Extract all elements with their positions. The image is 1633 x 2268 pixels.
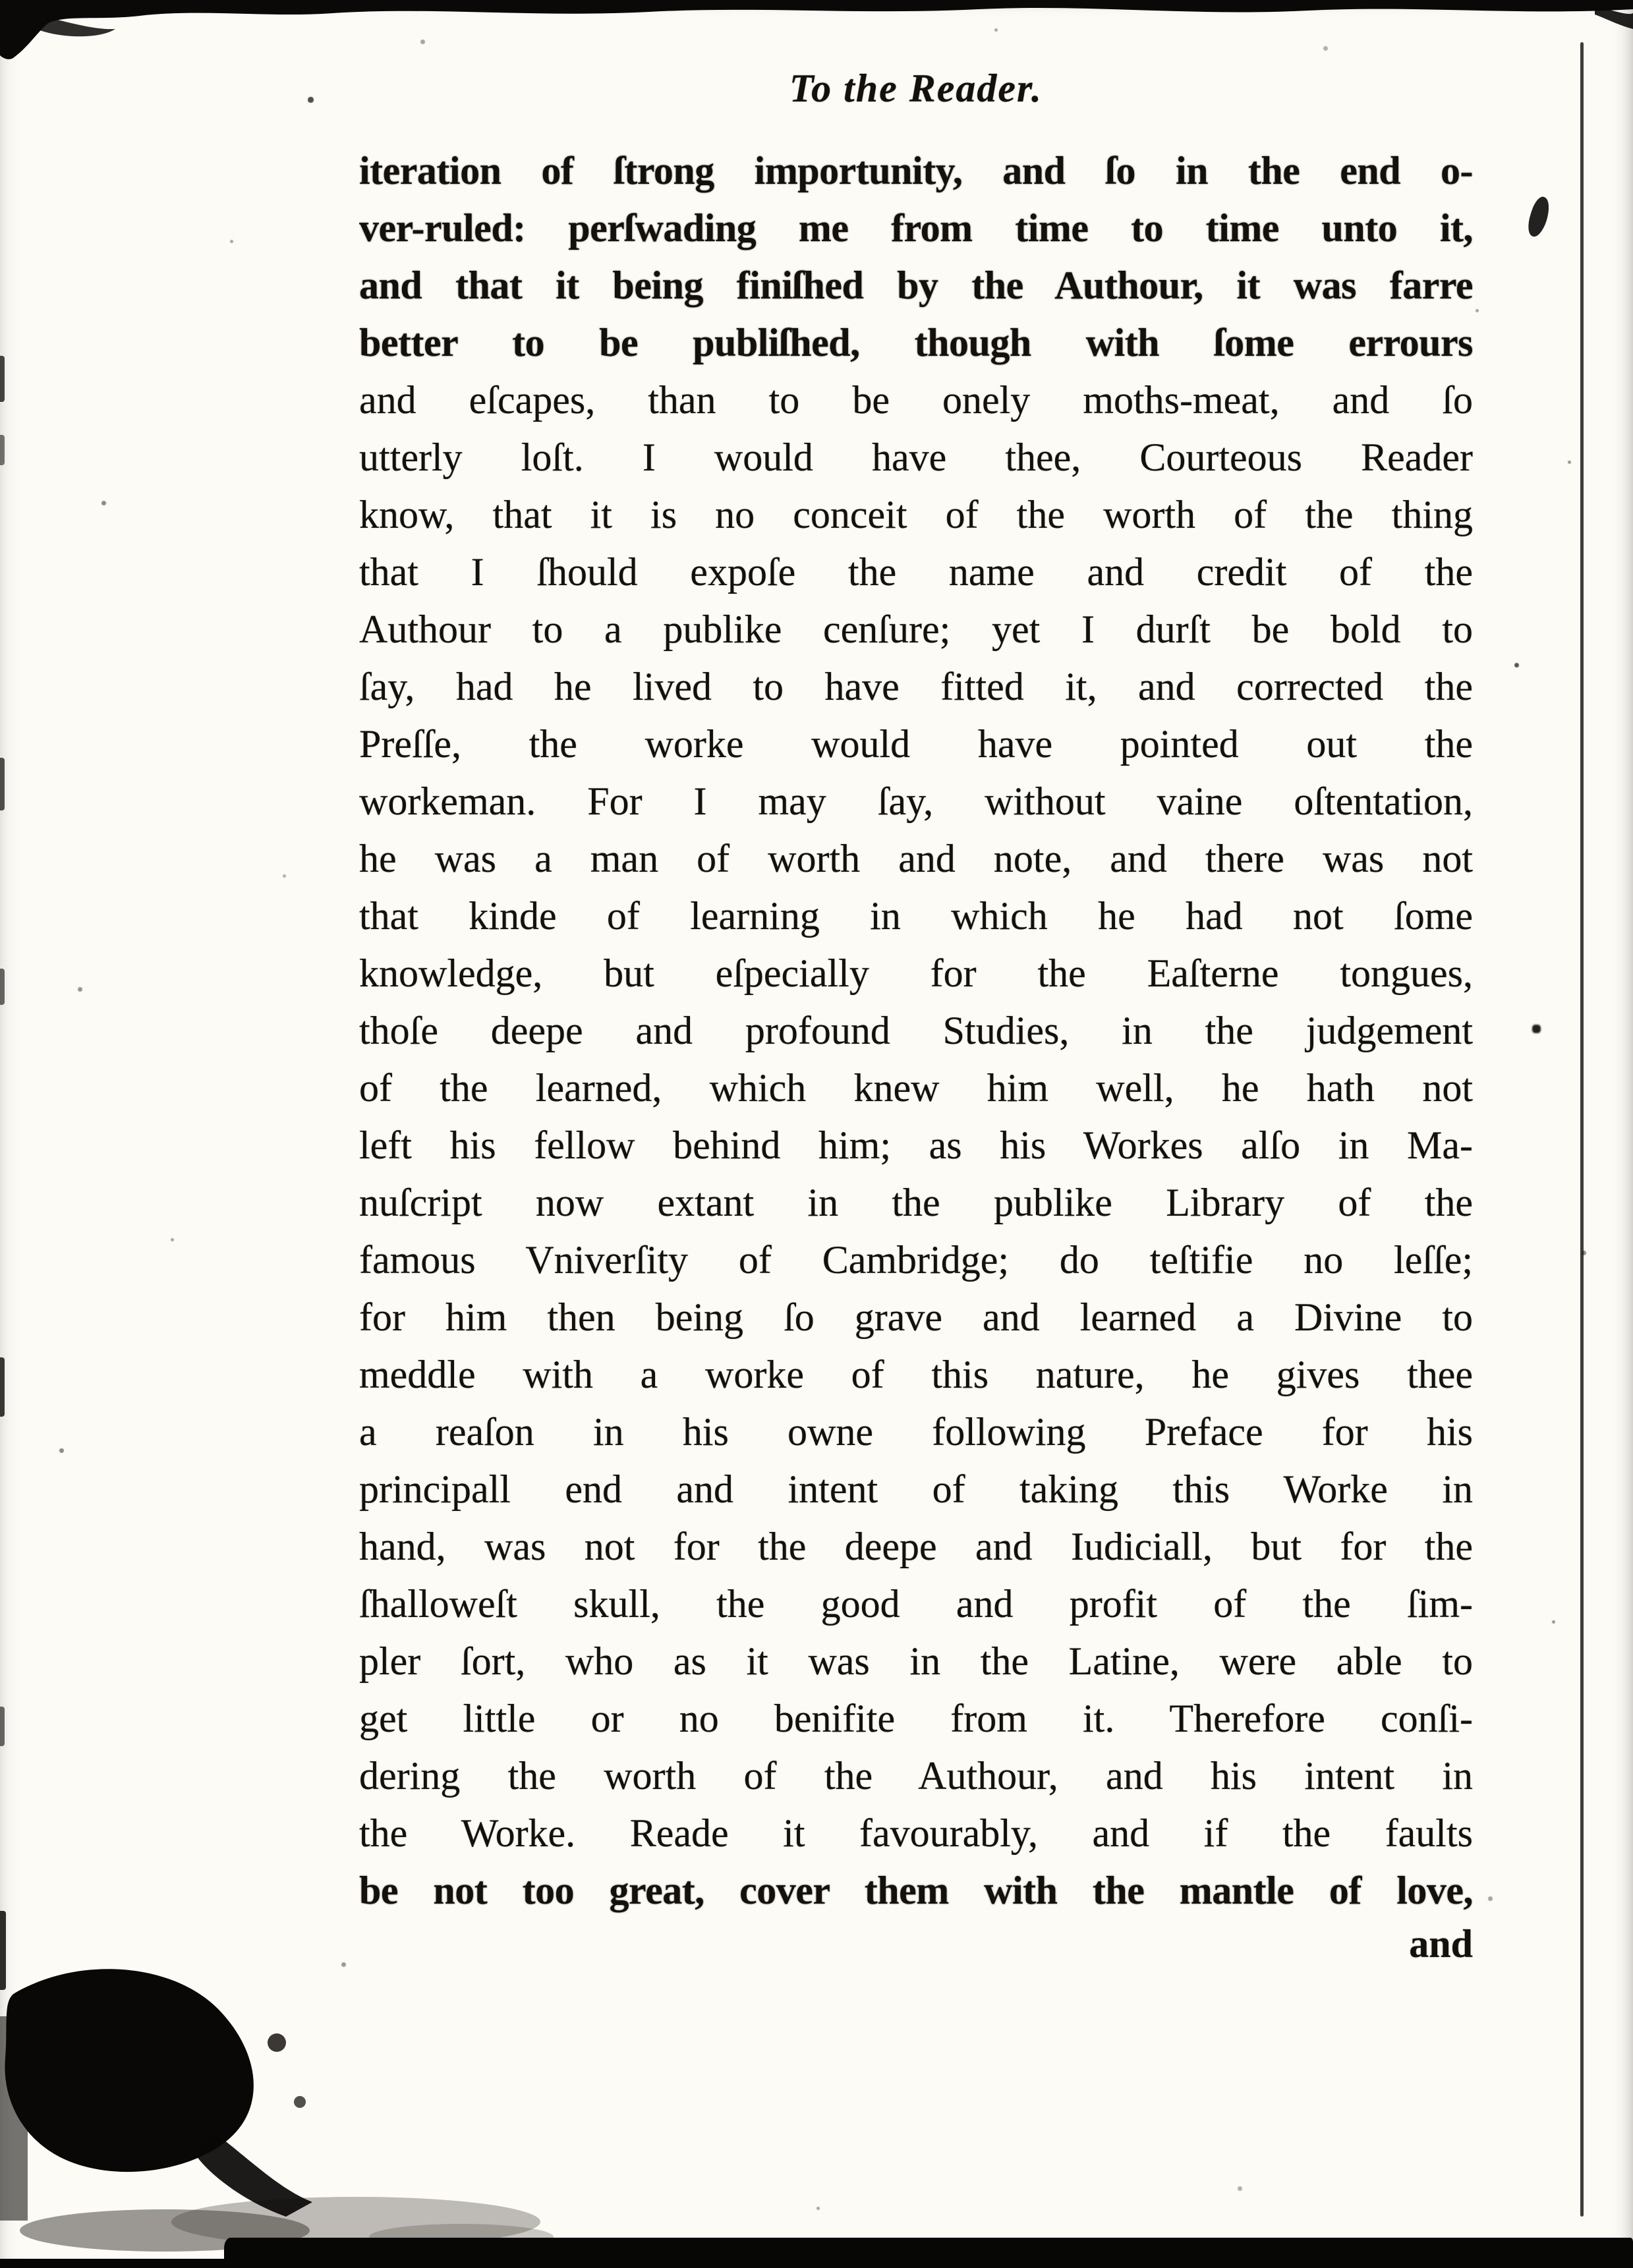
text-line: ſhalloweſt skull, the good and profit of the ſim- [359,1582,1473,1626]
top-edge-artifact [0,0,1633,72]
text-line: better to be publiſhed, though with ſome errours [359,321,1473,364]
text-line: a reaſon in his owne following Preface for his [359,1410,1473,1454]
text-line: and that it being finiſhed by the Authour, it was farre [359,264,1473,307]
text-line: that kinde of learning in which he had not ſome [359,894,1473,938]
text-line: principall end and intent of taking this Worke in [359,1467,1473,1511]
ink-blob [0,1937,659,2267]
text-line: nuſcript now extant in the publike Library of the [359,1181,1473,1224]
text-line: and eſcapes, than to be onely moths-meat, and ſo [359,378,1473,422]
text-line: of the learned, which knew him well, he hath not [359,1066,1473,1110]
left-edge-mark [0,969,5,1005]
left-edge-mark [0,356,5,402]
left-edge-mark [0,758,5,810]
text-line: pler ſort, who as it was in the Latine, were able to [359,1639,1473,1683]
right-edge-line [1580,42,1584,2217]
text-line: be not too great, cover them with the mantle of love, [359,1869,1473,1912]
left-edge-mark [0,1707,5,1746]
text-line: for him then being ſo grave and learned a Divine to [359,1295,1473,1339]
text-line: thoſe deepe and profound Studies, in the judgement [359,1009,1473,1052]
running-header: To the Reader. [789,67,1043,110]
text-line: famous Vniverſity of Cambridge; do teſtifie no leſſe; [359,1238,1473,1282]
top-right-smudge [1524,195,1553,239]
text-block [359,142,1473,1919]
text-line: knowledge, but eſpecially for the Eaſterne tongues, [359,951,1473,995]
text-line: he was a man of worth and note, and there was not [359,837,1473,880]
text-line: know, that it is no conceit of the worth of the thing [359,493,1473,536]
text-line: Authour to a publike cenſure; yet I durſt be bold to [359,608,1473,651]
text-line: get little or no benifite from it. Therefore conſi- [359,1697,1473,1740]
left-edge-mark [0,1357,5,1417]
text-line: utterly loſt. I would have thee, Courteous Reader [359,436,1473,479]
text-line: hand, was not for the deepe and Iudiciall, but for the [359,1525,1473,1568]
text-line: iteration of ſtrong importunity, and ſo in the end o- [359,149,1473,192]
text-line: that I ſhould expoſe the name and credit of the [359,550,1473,594]
text-line: meddle with a worke of this nature, he gives thee [359,1353,1473,1396]
noise-speckles [0,0,2,2]
left-edge-mark [0,435,5,465]
text-line: Preſſe, the worke would have pointed out the [359,722,1473,766]
text-line: ver-ruled: perſwading me from time to time unto it, [359,206,1473,250]
text-line: dering the worth of the Authour, and his intent in [359,1754,1473,1798]
catchword: and [1409,1922,1473,1966]
text-line: the Worke. Reade it favourably, and if the faults [359,1811,1473,1855]
text-line: ſay, had he lived to have fitted it, and corrected the [359,665,1473,708]
text-line: left his fellow behind him; as his Workes alſo in Ma- [359,1123,1473,1167]
bottom-edge-artifact-left [0,2259,227,2268]
bottom-edge-artifact [224,2238,1633,2268]
text-line: workeman. For I may ſay, without vaine oſtentation, [359,780,1473,823]
